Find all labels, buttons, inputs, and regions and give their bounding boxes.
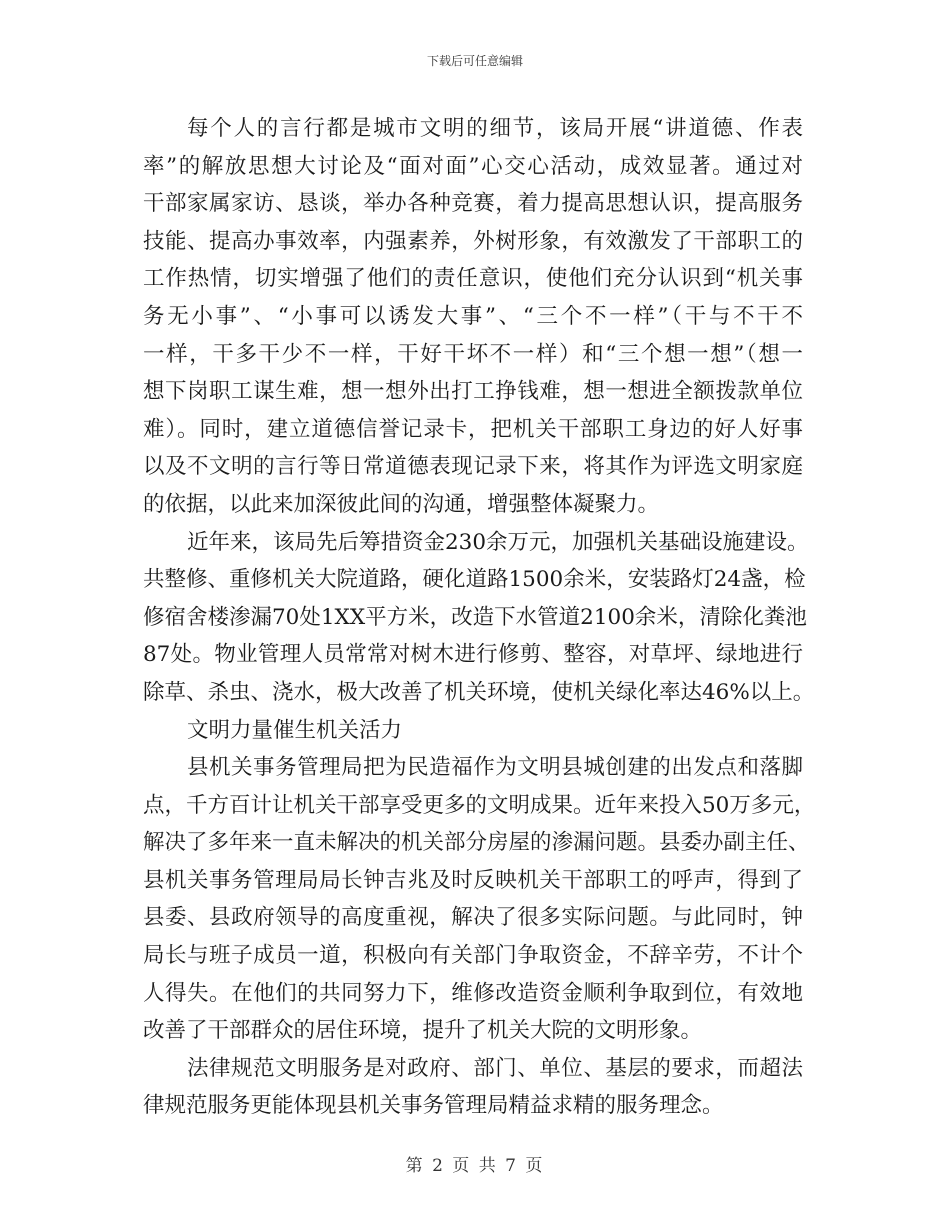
section-heading: 文明力量催生机关活力 bbox=[187, 717, 403, 743]
paragraph-2-line-4: 87处。物业管理人员常常对树木进行修剪、整容，对草坪、绿地进行 bbox=[143, 642, 803, 668]
page-header-note: 下载后可任意编辑 bbox=[426, 54, 523, 68]
paragraph-1-line-6: 务无小事”、“小事可以诱发大事”、“三个不一样”（干与不干不 bbox=[143, 303, 803, 329]
paragraph-1-line-8: 想下岗职工谋生难，想一想外出打工挣钱难，想一想进全额拨款单位 bbox=[143, 379, 803, 405]
paragraph-3-line-4: 县机关事务管理局局长钟吉兆及时反映机关干部职工的呼声，得到了 bbox=[143, 867, 803, 893]
paragraph-2-line-1: 近年来，该局先后筹措资金230余万元，加强机关基础设施建设。 bbox=[187, 529, 809, 555]
paragraph-1-line-3: 干部家属家访、恳谈，举办各种竞赛，着力提高思想认识，提高服务 bbox=[143, 191, 803, 217]
paragraph-1-line-11: 的依据，以此来加深彼此间的沟通，增强整体凝聚力。 bbox=[143, 491, 660, 517]
paragraph-1-line-4: 技能、提高办事效率，内强素养，外树形象，有效激发了干部职工的 bbox=[143, 228, 803, 254]
paragraph-3-line-1: 县机关事务管理局把为民造福作为文明县城创建的出发点和落脚 bbox=[187, 755, 803, 781]
paragraph-1-line-2: 率”的解放思想大讨论及“面对面”心交心活动，成效显著。通过对 bbox=[143, 153, 803, 179]
paragraph-2-line-2: 共整修、重修机关大院道路，硬化道路1500余米，安装路灯24盏，检 bbox=[143, 567, 806, 593]
paragraph-2-line-5: 除草、杀虫、浇水，极大改善了机关环境，使机关绿化率达46%以上。 bbox=[143, 679, 815, 705]
page-number: 第 2 页 共 7 页 bbox=[405, 1156, 545, 1176]
document-body bbox=[143, 110, 816, 1125]
paragraph-1-line-10: 以及不文明的言行等日常道德表现记录下来，将其作为评选文明家庭 bbox=[143, 454, 803, 480]
paragraph-4-line-2: 律规范服务更能体现县机关事务管理局精益求精的服务理念。 bbox=[143, 1093, 724, 1119]
paragraph-1-line-5: 工作热情，切实增强了他们的责任意识，使他们充分认识到“机关事 bbox=[143, 266, 803, 292]
paragraph-1-line-7: 一样，干多干少不一样，干好干坏不一样）和“三个想一想”（想一 bbox=[143, 341, 803, 367]
paragraph-4-line-1: 法律规范文明服务是对政府、部门、单位、基层的要求，而超法 bbox=[187, 1055, 803, 1081]
paragraph-3-line-8: 改善了干部群众的居住环境，提升了机关大院的文明形象。 bbox=[143, 1018, 703, 1044]
paragraph-1-line-1: 每个人的言行都是城市文明的细节，该局开展“讲道德、作表 bbox=[187, 116, 803, 141]
paragraph-2-line-3: 修宿舍楼渗漏70处1XX平方米，改造下水管道2100余米，清除化粪池 bbox=[143, 604, 807, 630]
paragraph-3-line-7: 人得失。在他们的共同努力下，维修改造资金顺利争取到位，有效地 bbox=[143, 980, 803, 1006]
paragraph-3-line-3: 解决了多年来一直未解决的机关部分房屋的渗漏问题。县委办副主任、 bbox=[143, 830, 810, 856]
paragraph-3-line-2: 点，千方百计让机关干部享受更多的文明成果。近年来投入50万多元， bbox=[143, 792, 816, 818]
paragraph-3-line-5: 县委、县政府领导的高度重视，解决了很多实际问题。与此同时，钟 bbox=[143, 905, 803, 931]
paragraph-1-line-9: 难）。同时，建立道德信誉记录卡，把机关干部职工身边的好人好事 bbox=[143, 416, 803, 442]
paragraph-3-line-6: 局长与班子成员一道，积极向有关部门争取资金，不辞辛劳，不计个 bbox=[143, 943, 803, 969]
